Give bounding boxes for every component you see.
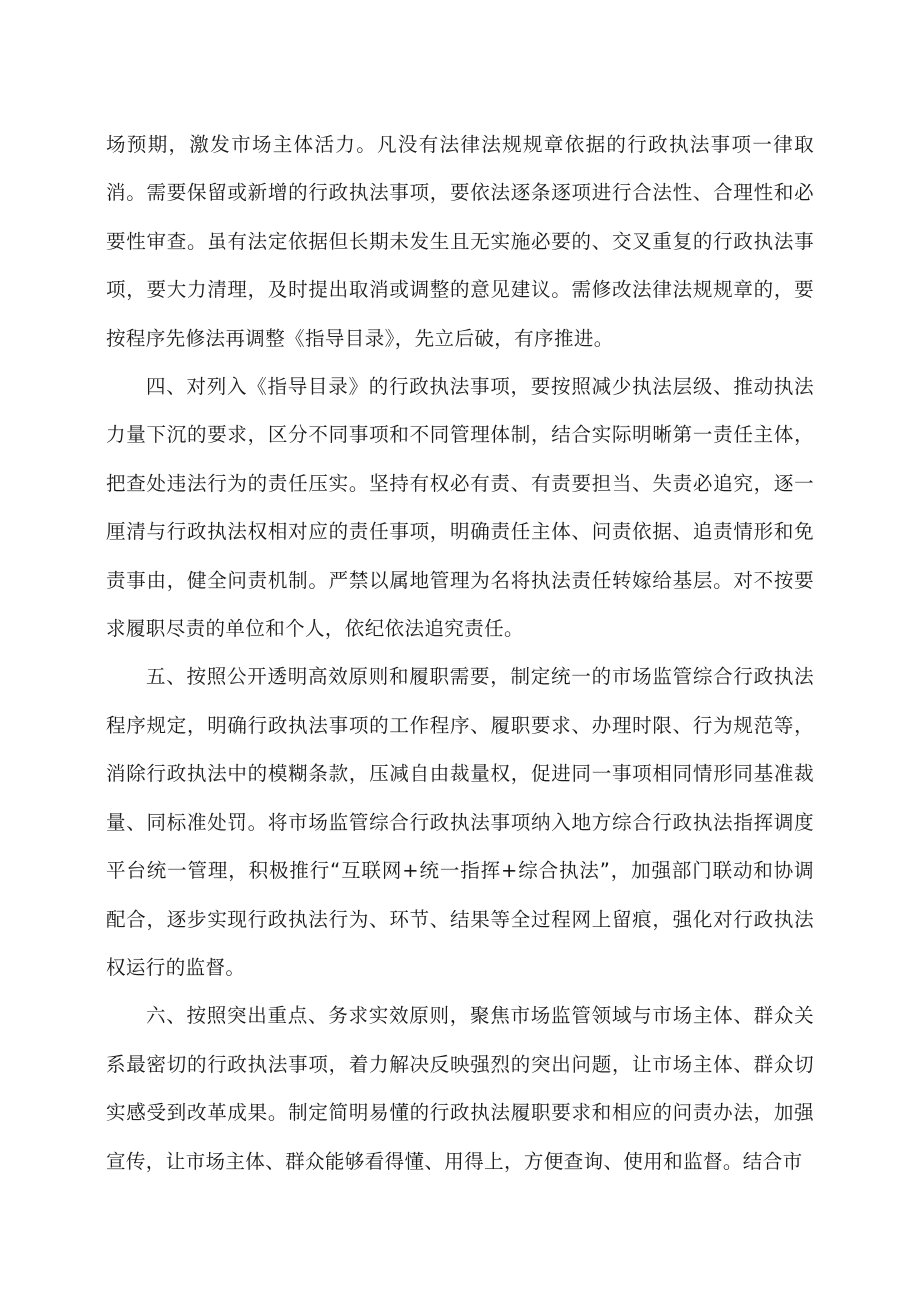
paragraph-section-five: 五、按照公开透明高效原则和履职需要，制定统一的市场监管综合行政执法程序规定，明确行政执法事项的工作程序、履职要求、办理时限、行为规范等，消除行政执法中的模糊条款，压减自由裁量权，促进同一事项相同情形同基准裁量、同标准处罚。将市场监管综合行政执法事项纳入地方综合行政执法指挥调度平台统一管理，积极推行“互联网+统一指挥+综合执法”，加强部门联动和协调配合，逐步实现行政执法行为、环节、结果等全过程网上留痕，强化对行政执法权运行的监督。 — [106, 665, 814, 979]
document-body — [106, 121, 814, 1186]
paragraph-section-four: 四、对列入《指导目录》的行政执法事项，要按照减少执法层级、推动执法力量下沉的要求，区分不同事项和不同管理体制，结合实际明晰第一责任主体，把查处违法行为的责任压实。坚持有权必有责、有责要担当、失责必追究，逐一厘清与行政执法权相对应的责任事项，明确责任主体、问责依据、追责情形和免责事由，健全问责机制。严禁以属地管理为名将执法责任转嫁给基层。对不按要求履职尽责的单位和个人，依纪依法追究责任。 — [106, 375, 814, 641]
paragraph-continuation: 场预期，激发市场主体活力。凡没有法律法规规章依据的行政执法事项一律取消。需要保留或新增的行政执法事项，要依法逐条逐项进行合法性、合理性和必要性审查。虽有法定依据但长期未发生且无实施必要的、交叉重复的行政执法事项，要大力清理，及时提出取消或调整的意见建议。需修改法律法规规章的，要按程序先修法再调整《指导目录》，先立后破，有序推进。 — [106, 133, 814, 350]
paragraph-section-six: 六、按照突出重点、务求实效原则，聚焦市场监管领域与市场主体、群众关系最密切的行政执法事项，着力解决反映强烈的突出问题，让市场主体、群众切实感受到改革成果。制定简明易懂的行政执法履职要求和相应的问责办法，加强宣传，让市场主体、群众能够看得懂、用得上，方便查询、使用和监督。结合市 — [106, 1004, 814, 1173]
